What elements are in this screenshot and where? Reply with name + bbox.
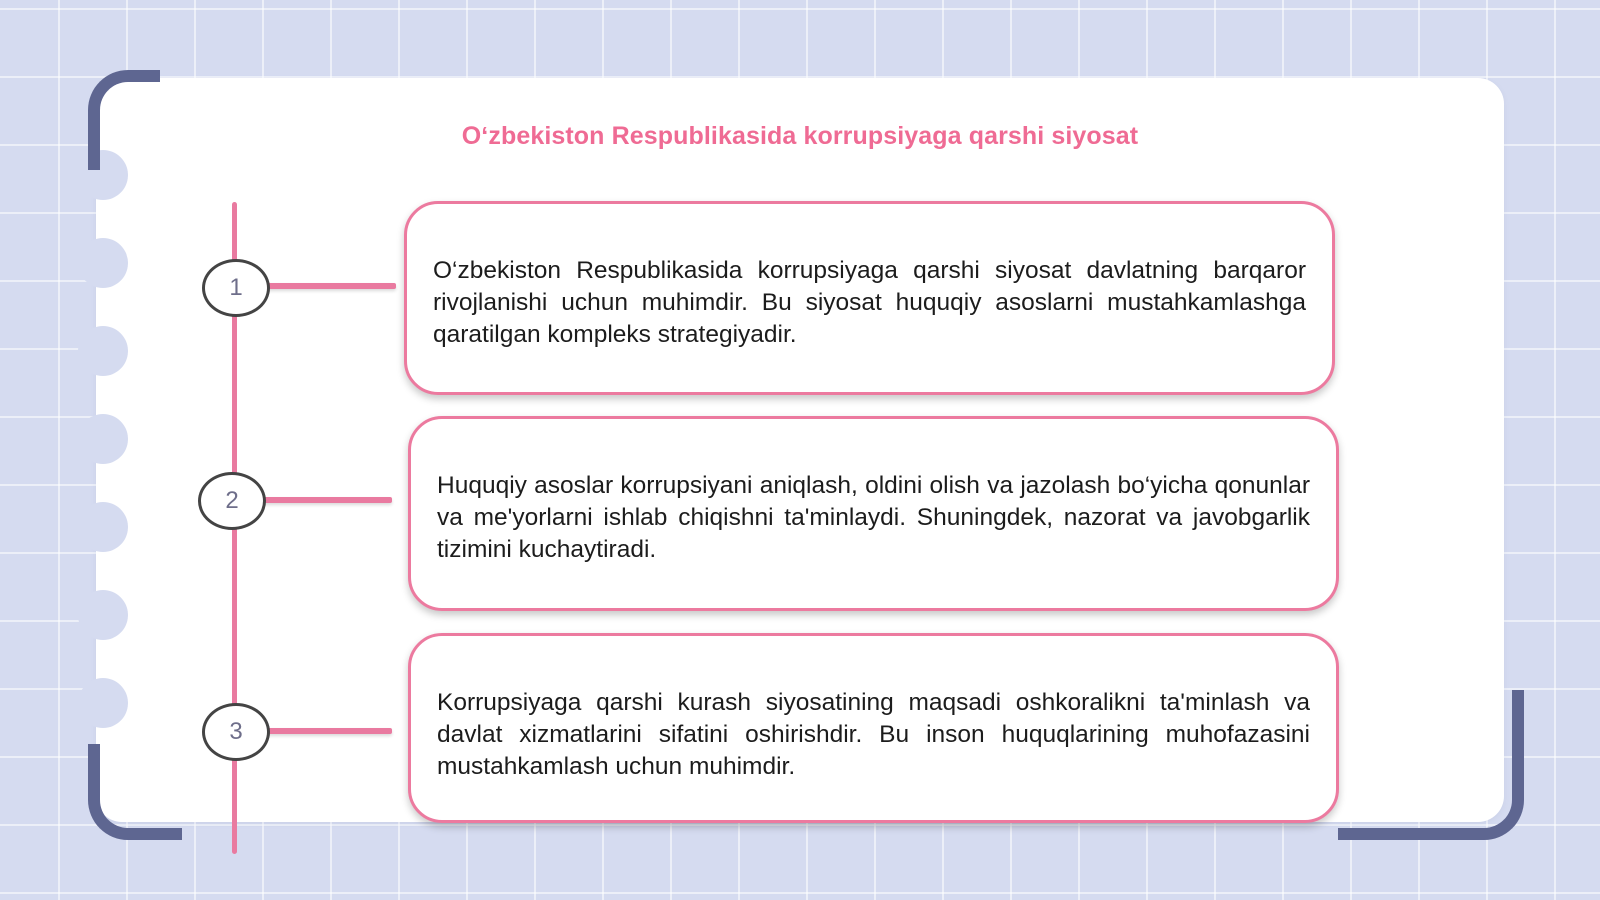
step-number: 2 (225, 487, 239, 514)
frame-corner-bottom-right (1338, 690, 1524, 840)
step-number-badge (202, 703, 270, 761)
info-card-text: Huquqiy asoslar korrupsiyani aniqlash, oldini olish va jazolash bo‘yicha qonunlar va me'yorlarni ishlab chiqishni ta'minlaydi. Shuningdek, nazorat va javobgarlik tizimini kuchaytiradi. (437, 472, 1310, 563)
frame-corner-top-left (88, 70, 160, 170)
info-card (408, 416, 1339, 611)
paper-notch (78, 678, 128, 728)
info-card (404, 201, 1335, 395)
info-card (408, 633, 1339, 823)
timeline-connector (262, 497, 392, 503)
slide-title: Oʻzbekiston Respublikasida korrupsiyaga qarshi siyosat (461, 122, 1139, 150)
paper-notch (78, 414, 128, 464)
info-card-text: O‘zbekiston Respublikasida korrupsiyaga qarshi siyosat davlatning barqaror rivojlanishi uchun muhimdir. Bu siyosat huquqiy asoslarni mustahkamlashga qaratilgan kompleks strategiyadir. (433, 257, 1306, 348)
step-number-badge (202, 259, 270, 317)
step-number: 1 (229, 274, 243, 301)
step-number-badge (198, 472, 266, 530)
paper-notch (78, 326, 128, 376)
frame-corner-bottom-left (88, 744, 182, 840)
timeline-connector (264, 283, 396, 289)
timeline-connector (264, 728, 392, 734)
paper-notch (78, 238, 128, 288)
info-card-text: Korrupsiyaga qarshi kurash siyosatining maqsadi oshkoralikni ta'minlash va davlat xizmatlarini sifatini oshirishdir. Bu inson huquqlarining muhofazasini mustahkamlash uchun muhimdir. (437, 689, 1310, 780)
step-number: 3 (229, 718, 243, 745)
paper-notch (78, 502, 128, 552)
paper-notch (78, 590, 128, 640)
